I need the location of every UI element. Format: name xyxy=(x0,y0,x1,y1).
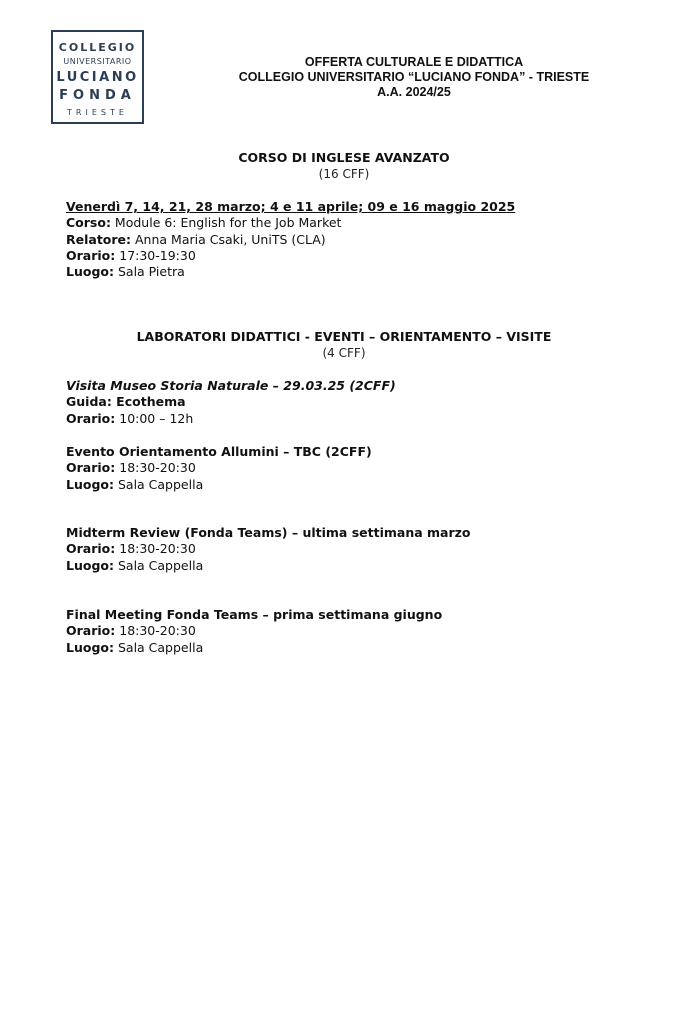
row-label: Guida: Ecothema xyxy=(66,394,186,410)
logo-line-5: TRIESTE xyxy=(67,108,128,117)
row-value: Sala Cappella xyxy=(114,476,204,492)
course-row xyxy=(66,232,648,248)
row-label: Luogo: xyxy=(66,476,114,492)
row-value: Module 6: English for the Job Market xyxy=(110,215,342,231)
row-label: Orario: xyxy=(66,247,116,263)
event-title: Evento Orientamento Allumini – TBC (2CFF) xyxy=(66,444,372,459)
row-value: Sala Cappella xyxy=(114,557,204,573)
row-value: Sala Pietra xyxy=(114,264,185,280)
header-title: OFFERTA CULTURALE E DIDATTICA xyxy=(304,55,524,69)
header-academic-year: A.A. 2024/25 xyxy=(377,85,451,99)
logo-line-4: FONDA xyxy=(59,88,136,103)
logo-line-2: UNIVERSITARIO xyxy=(63,57,132,66)
section-title-english xyxy=(0,150,688,182)
event-title: Midterm Review (Fonda Teams) – ultima settimana marzo xyxy=(66,525,471,540)
logo-line-1: COLLEGIO xyxy=(58,41,137,54)
row-value: Anna Maria Csaki, UniTS (CLA) xyxy=(131,231,326,247)
row-label: Corso: xyxy=(66,215,111,231)
row-label: Luogo: xyxy=(66,264,114,280)
course-row xyxy=(66,215,648,231)
section-credits: (16 CFF) xyxy=(318,167,370,181)
event-row xyxy=(66,477,648,493)
event-row xyxy=(66,558,648,574)
row-value: 17:30-19:30 xyxy=(115,247,196,263)
event-block-final-meeting xyxy=(66,607,648,656)
document-header xyxy=(140,55,688,100)
course-row xyxy=(66,248,648,264)
row-value: Sala Cappella xyxy=(114,639,204,655)
row-label: Orario: xyxy=(66,410,116,426)
row-label: Orario: xyxy=(66,541,116,557)
event-block-midterm xyxy=(66,525,648,574)
event-title: Visita Museo Storia Naturale – 29.03.25 (2CFF) xyxy=(66,378,396,393)
event-row xyxy=(66,640,648,656)
course-row xyxy=(66,264,648,280)
row-value: 10:00 – 12h xyxy=(115,410,194,426)
event-row xyxy=(66,411,648,427)
event-row xyxy=(66,623,648,639)
section-heading: CORSO DI INGLESE AVANZATO xyxy=(238,150,450,165)
event-row xyxy=(66,460,648,476)
row-value: 18:30-20:30 xyxy=(115,623,196,639)
course-dates: Venerdì 7, 14, 21, 28 marzo; 4 e 11 aprile; 09 e 16 maggio 2025 xyxy=(66,199,516,214)
event-title: Final Meeting Fonda Teams – prima settimana giugno xyxy=(66,607,443,622)
section-title-labs xyxy=(0,329,688,361)
event-block-orientation xyxy=(66,444,648,493)
course-block xyxy=(66,199,648,280)
row-label: Orario: xyxy=(66,623,116,639)
section-credits: (4 CFF) xyxy=(322,346,366,360)
row-label: Relatore: xyxy=(66,231,132,247)
row-value: 18:30-20:30 xyxy=(115,541,196,557)
row-value: 18:30-20:30 xyxy=(115,460,196,476)
row-label: Luogo: xyxy=(66,557,114,573)
event-block-museum xyxy=(66,378,648,427)
row-label: Orario: xyxy=(66,460,116,476)
event-row xyxy=(66,394,648,410)
event-row xyxy=(66,541,648,557)
section-heading: LABORATORI DIDATTICI - EVENTI – ORIENTAMENTO – VISITE xyxy=(136,329,552,344)
logo-line-3: LUCIANO xyxy=(56,70,139,85)
header-institution: COLLEGIO UNIVERSITARIO “LUCIANO FONDA” - TRIESTE xyxy=(238,70,590,84)
college-logo xyxy=(51,30,144,124)
row-label: Luogo: xyxy=(66,639,114,655)
